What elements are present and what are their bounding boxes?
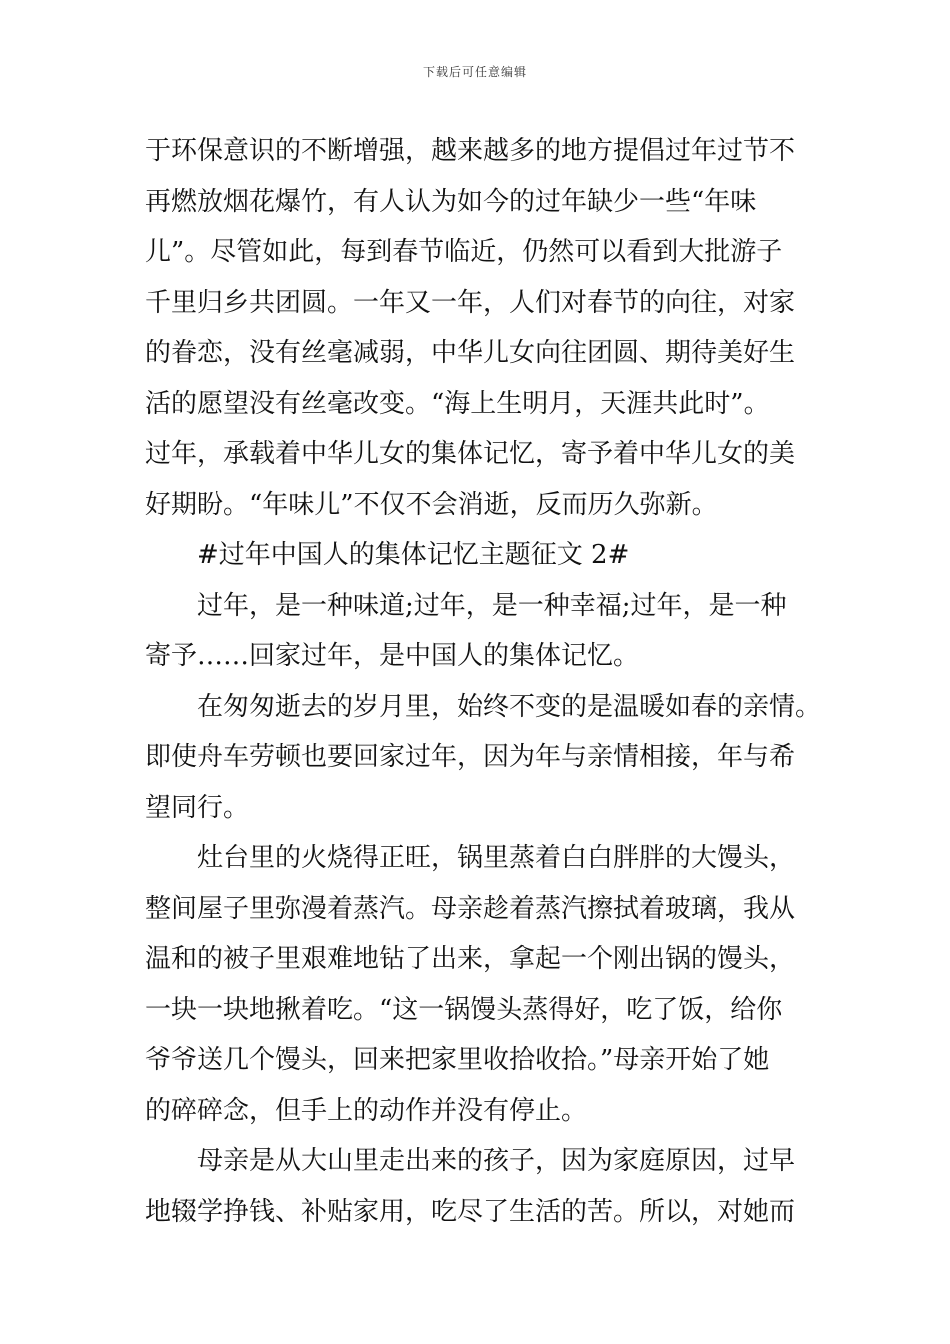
paragraph-4 (145, 682, 825, 834)
text-line: 望同行。 (145, 792, 250, 823)
text-line: 好期盼。“年味儿”不仅不会消逝，反而历久弥新。 (145, 489, 718, 520)
text-line: 地辍学挣钱、补贴家用，吃尽了生活的苦。所以，对她而 (145, 1196, 796, 1227)
text-line: 活的愿望没有丝毫改变。“海上生明月，天涯共此时”。 (145, 388, 770, 419)
text-line: 的眷恋，没有丝毫减弱，中华儿女向往团圆、期待美好生 (145, 338, 796, 368)
text-line: 的碎碎念，但手上的动作并没有停止。 (145, 1095, 588, 1126)
document-body (145, 126, 825, 1237)
text-line: 灶台里的火烧得正旺，锅里蒸着白白胖胖的大馒头， (197, 843, 796, 873)
text-line: 爷爷送几个馒头，回来把家里收拾收拾。”母亲开始了她 (145, 1045, 770, 1075)
text-line: 即使舟车劳顿也要回家过年，因为年与亲情相接，年与希 (145, 742, 796, 772)
section-heading (145, 530, 825, 581)
paragraph-5 (145, 833, 825, 1136)
paragraph-6 (145, 1136, 825, 1237)
text-line: 千里归乡共团圆。一年又一年，人们对春节的向往，对家 (145, 287, 796, 318)
text-line: 寄予……回家过年，是中国人的集体记忆。 (145, 641, 640, 671)
text-line: 儿”。尽管如此，每到春节临近，仍然可以看到大批游子 (145, 237, 783, 267)
page-header: 下载后可任意编辑 (422, 65, 527, 79)
text-line: #过年中国人的集体记忆主题征文 2# (197, 540, 630, 570)
text-line: 再燃放烟花爆竹，有人认为如今的过年缺少一些“年味 (145, 186, 757, 217)
text-line: 母亲是从大山里走出来的孩子，因为家庭原因，过早 (197, 1146, 796, 1176)
paragraph-1 (145, 126, 825, 530)
text-line: 过年，是一种味道;过年，是一种幸福;过年，是一种 (197, 590, 787, 621)
text-line: 整间屋子里弥漫着蒸汽。母亲趁着蒸汽擦拭着玻璃，我从 (145, 893, 796, 924)
text-line: 温和的被子里艰难地钻了出来，拿起一个刚出锅的馒头， (145, 944, 796, 974)
text-line: 一块一块地揪着吃。“这一锅馒头蒸得好，吃了饭，给你 (145, 994, 783, 1025)
text-line: 过年，承载着中华儿女的集体记忆，寄予着中华儿女的美 (145, 439, 796, 469)
text-line: 于环保意识的不断增强，越来越多的地方提倡过年过节不 (145, 136, 796, 166)
paragraph-3 (145, 581, 825, 682)
text-line: 在匆匆逝去的岁月里，始终不变的是温暖如春的亲情。 (197, 691, 822, 722)
